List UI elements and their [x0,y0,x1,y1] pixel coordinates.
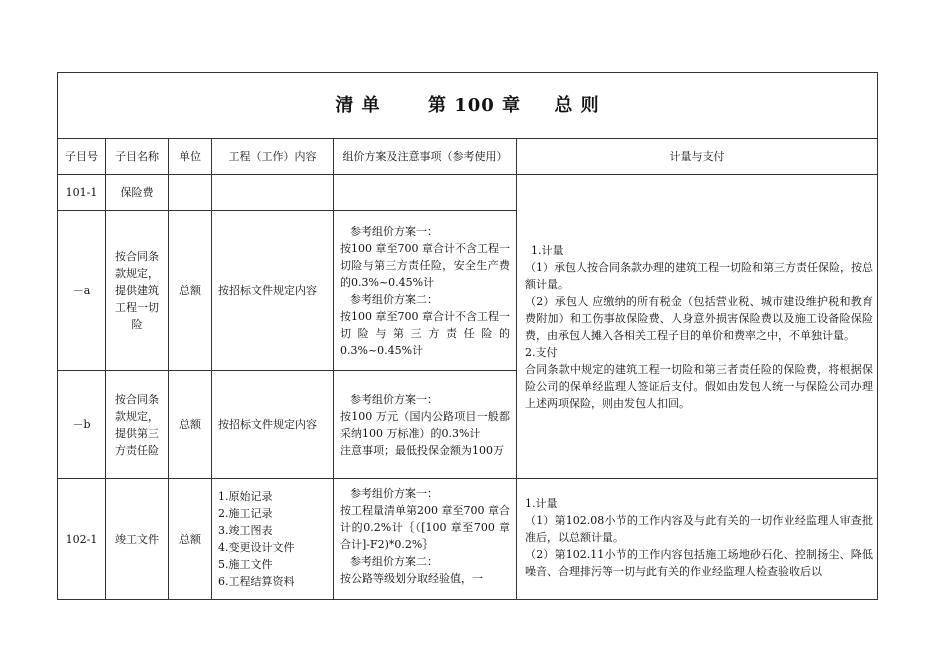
row-content: 按招标文件规定内容 [212,371,334,479]
content-item: 6.工程结算资料 [218,575,295,588]
row-unit: 总额 [169,211,212,371]
row-name: 按合同条款规定，提供建筑工程一切险 [106,211,169,371]
header-pricing: 组价方案及注意事项（参考使用） [334,139,517,175]
row-name: 竣工文件 [106,479,169,600]
row-content [212,175,334,211]
row-code: －a [58,211,106,371]
row-pricing [334,371,517,479]
table-row [58,175,878,211]
pricing-line: 按100 章至700 章合计不含工程一切险与第三方责任险，安全生产费的0.3%~0.45%计 [340,241,510,289]
header-name: 子目名称 [106,139,169,175]
payment-cell-101 [517,175,878,479]
payment-cell-102 [517,479,878,600]
header-payment: 计量与支付 [517,139,878,175]
row-unit: 总额 [169,371,212,479]
payment-line: （1）第102.08小节的工作内容及与此有关的一切作业经监理人审查批准后，以总额计量。 [525,514,874,544]
row-pricing [334,211,517,371]
title-general: 总 则 [554,95,600,116]
row-content [212,479,334,600]
pricing-line: 参考组价方案二： [350,555,438,568]
payment-line: 1.计量 [525,497,558,510]
row-pricing [334,175,517,211]
payment-line: 1.计量 [531,243,564,257]
title-list: 清 单 [335,95,381,116]
content-item: 1.原始记录 [218,490,273,503]
payment-line: （1）承包人按合同条款办理的建筑工程一切险和第三方责任保险，按总额计量。 [525,260,874,291]
row-unit: 总额 [169,479,212,600]
pricing-line: 参考组价方案二： [350,292,438,306]
header-unit: 单位 [169,139,212,175]
pricing-line: 参考组价方案一： [350,487,438,500]
header-row [58,139,878,175]
row-code: 102-1 [58,479,106,600]
pricing-line: 按100 章至700 章合计不含工程一切险与第三方责任险的0.3%~0.45%计 [340,309,510,357]
content-item: 5.施工文件 [218,558,273,571]
payment-line: （2）承包人 应缴纳的所有税金（包括营业税、城市建设维护税和教育费附加）和工伤事故保险费、人身意外损害保险费以及施工设备险保险费，由承包人摊入各相关工程子目的单价和费率之中，不单独计量。 [525,294,874,342]
row-pricing [334,479,517,600]
row-code: 101-1 [58,175,106,211]
pricing-line: 按工程量清单第200 章至700 章合计的0.2%计｛（[100 章至700 章合计]-F2)*0.2%｝ [340,504,510,551]
payment-line: （2）第102.11小节的工作内容包括施工场地砂石化、控制扬尘、降低噪音、合理排污等一切与此有关的作业经监理人检查验收后以 [525,548,874,578]
row-name: 保险费 [106,175,169,211]
table-row [58,479,878,600]
pricing-line: 参考组价方案一： [350,224,438,238]
content-item: 4.变更设计文件 [218,541,295,554]
title-chapter: 第 100 章 [427,95,522,116]
pricing-line: 按100 万元（国内公路项目一般都采纳100 万标准）的0.3%计 [340,409,510,440]
row-content: 按招标文件规定内容 [212,211,334,371]
header-content: 工程（工作）内容 [212,139,334,175]
row-code: －b [58,371,106,479]
row-unit [169,175,212,211]
row-name: 按合同条款规定，提供第三方责任险 [106,371,169,479]
bill-table [57,72,878,600]
header-code: 子目号 [58,139,106,175]
page-title [58,73,878,139]
payment-line: 2.支付 [525,345,558,359]
content-item: 3.竣工图表 [218,524,273,537]
pricing-line: 注意事项；最低投保金额为100万 [340,443,504,457]
content-item: 2.施工记录 [218,507,273,520]
payment-line: 合同条款中规定的建筑工程一切险和第三者责任险的保险费，将根据保险公司的保单经监理人签证后支付。假如由发包人统一与保险公司办理上述两项保险，则由发包人扣回。 [525,362,874,410]
pricing-line: 按公路等级划分取经验值，一 [340,572,483,585]
pricing-line: 参考组价方案一： [350,392,438,406]
